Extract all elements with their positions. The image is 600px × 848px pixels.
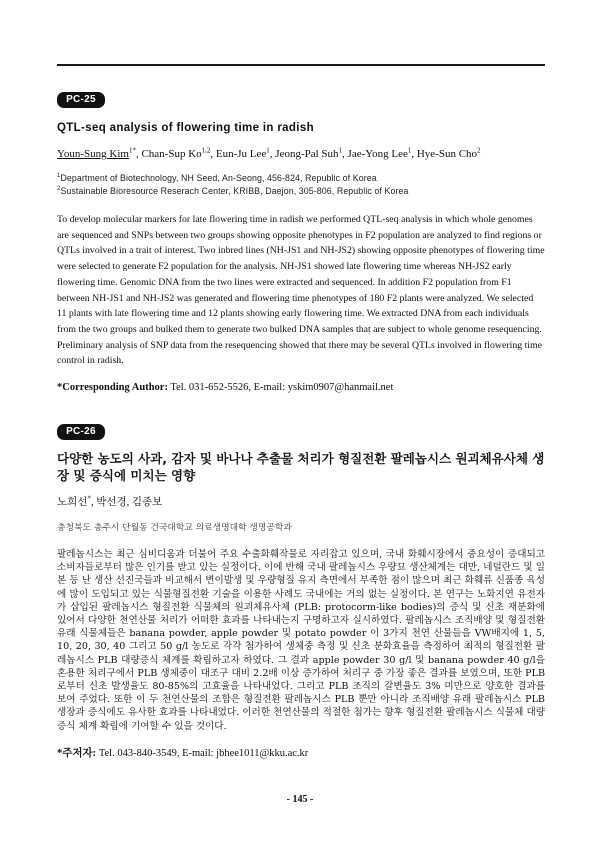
affiliation-text: Sustainable Bioresource Reserach Center, KRIBB, Daejon, 305-806, Republic of Korea — [60, 186, 409, 196]
abstract-title: 다양한 농도의 사과, 감자 및 바나나 추출물 처리가 형질전환 팔레놉시스 원괴체유사체 생장 및 증식에 미치는 영향 — [57, 451, 545, 483]
affiliation-line — [57, 185, 545, 198]
author-affiliation-mark: 1 — [338, 146, 343, 155]
page-number: - 145 - — [286, 794, 314, 805]
affiliation-text: 충청북도 충주시 단월동 건국대학교 의료생명대학 생명공학과 — [57, 523, 292, 533]
affiliation-text: Department of Biotechnology, NH Seed, An-Seong, 456-824, Republic of Korea — [60, 173, 377, 183]
affiliation-list — [57, 172, 545, 198]
author-affiliation-mark: * — [87, 494, 91, 503]
corresponding-author-label: *주저자: — [57, 747, 97, 759]
corresponding-author — [57, 747, 545, 761]
corresponding-author-contact: Tel. 043-840-3549, E-mail: jbhee1011@kku.ac.kr — [98, 747, 309, 759]
abstract-title: QTL-seq analysis of flowering time in radish — [57, 122, 314, 134]
corresponding-author — [57, 381, 545, 395]
author-name: 김종보 — [131, 497, 163, 508]
author-name: Jae-Yong Lee — [347, 148, 408, 160]
author-separator: , — [126, 497, 132, 508]
author-affiliation-mark: 1 — [407, 146, 412, 155]
author-separator: , — [90, 497, 97, 508]
author-affiliation-mark: 1* — [128, 146, 136, 155]
author-list — [57, 147, 545, 161]
author-separator: , — [342, 148, 348, 160]
header-rule — [57, 64, 545, 66]
author-name: 노희선 — [57, 497, 88, 508]
abstract-id-badge: PC-26 — [57, 424, 105, 440]
abstract-pc-25 — [57, 92, 545, 395]
author-affiliation-mark: 1 — [266, 146, 270, 155]
author-separator: , — [135, 148, 142, 160]
author-name: 박선경 — [96, 497, 127, 508]
abstract-body: 팔레놉시스는 최근 심비디움과 더불어 주요 수출화훼작물로 자리잡고 있으며, 국내 화훼시장에서 중요성이 증대되고 소비자들로부터 많은 인기를 받고 있는 실정이다. 이에 반해 국내 팔레놉시스 우량묘 생산체계는 대만, 네덜란드 및 일본 등 난 생산 선진국들과 비교해서 변이발생 및 우량형질 유지 측면에서 부족한 점이 많으며 최근 화훼류 신품종 육성에 많이 도입되고 있는 식물형질전환 기술을 이용한 사례도 국내에는 거의 없는 실정이다. 본 연구는 노화지연 유전자가 삽입된 팔레놉시스 형질전환 식물체의 원괴체유사체 (PLB: protocorm-like bodies)의 증식 및 신초 재분화에 있어서 다양한 천연산물 처리가 어떠한 효과를 나타내는지 구명하고자 실시하였다. 팔레놉시스 조직배양 및 형질전환 유래 식물체들은 banana powder, apple powder 및 potato powder 이 3가지 천연 산물들을 VW배지에 1, 5, 10, 20, 30, 40 그리고 50 g/l 농도로 각각 첨가하여 생체중 측정 및 신초 분화효율을 측정하여 최적의 형질전환 팔레놉시스 PLB 대량증식 체계를 확립하고자 하였다. 그 결과 apple powder 30 g/l 및 banana powder 40 g/l을 혼용한 처리구에서 PLB 생체중이 대조구 대비 2.2배 이상 증가하여 처리구 중 가장 좋은 결과를 보였으며, 또한 PLB로부터 신초 발생율도 80-85%의 고효율을 나타내었다. 그리고 PLB 조직의 갈변율도 3% 미만으로 양호한 결과를 보여 주었다. 또한 이 두 천연산물의 조합은 형질전환 팔레놉시스 PLB 뿐만 아니라 조직배양 유래 팔레놉시스 PLB 생장과 증식에도 유사한 효과를 나타내었다. 이러한 천연산물의 적절한 첨가는 향후 형질전환 팔레놉시스 식물체 대량증식 체계 확립에 기여할 수 있을 것이다. — [57, 549, 545, 732]
affiliation-line — [57, 172, 545, 185]
author-separator: , — [411, 148, 417, 160]
affiliation-mark: 2 — [57, 186, 61, 193]
author-name: Hye-Sun Cho — [416, 148, 478, 160]
author-name: Youn-Sung Kim — [57, 148, 129, 160]
author-affiliation-mark: 1,2 — [201, 146, 211, 155]
author-name: Chan-Sup Ko — [141, 148, 202, 160]
corresponding-author-contact: Tel. 031-652-5526, E-mail: yskim0907@hanmail.net — [170, 382, 394, 394]
author-separator: , — [269, 148, 276, 160]
abstract-pc-26 — [57, 424, 545, 761]
affiliation-mark: 1 — [57, 173, 61, 180]
author-name: Jeong-Pal Suh — [275, 148, 339, 160]
abstract-id-badge: PC-25 — [57, 92, 105, 108]
author-name: Eun-Ju Lee — [215, 148, 267, 160]
author-list — [57, 496, 545, 510]
abstract-body: To develop molecular markers for late flowering time in radish we performed QTL-seq analysis in which whole genomes are sequenced and SNPs between two groups showing opposite phenotypes in F2 population are analyzed to find regions or QTLs involved in a trait of interest. Two inbred lines (NH-JS1 and NH-JS2) showing opposite phenotypes of flowering time were selected to generate F2 population for the analysis. NH-JS1 showed late flowering time whereas NH-JS2 early flowering time. Genomic DNA from the two lines were extracted and sequenced. In addition F2 population from F1 between NH-JS1 and NH-JS2 was generated and flowering time phenotypes of 180 F2 plants were analyzed. We selected 11 plants with late flowering time and 12 plants showing early flowering time. We extracted DNA from each individuals from the two groups and bulked them to generate two bulked DNA samples that are subject to whole genome resequencing. Preliminary analysis of SNP data from the resequencing showed that there may be several QTLs involved in flowering time control in radish. — [57, 214, 545, 367]
corresponding-author-label: *Corresponding Author: — [57, 382, 168, 394]
author-separator: , — [210, 148, 216, 160]
author-affiliation-mark: 2 — [477, 146, 481, 155]
